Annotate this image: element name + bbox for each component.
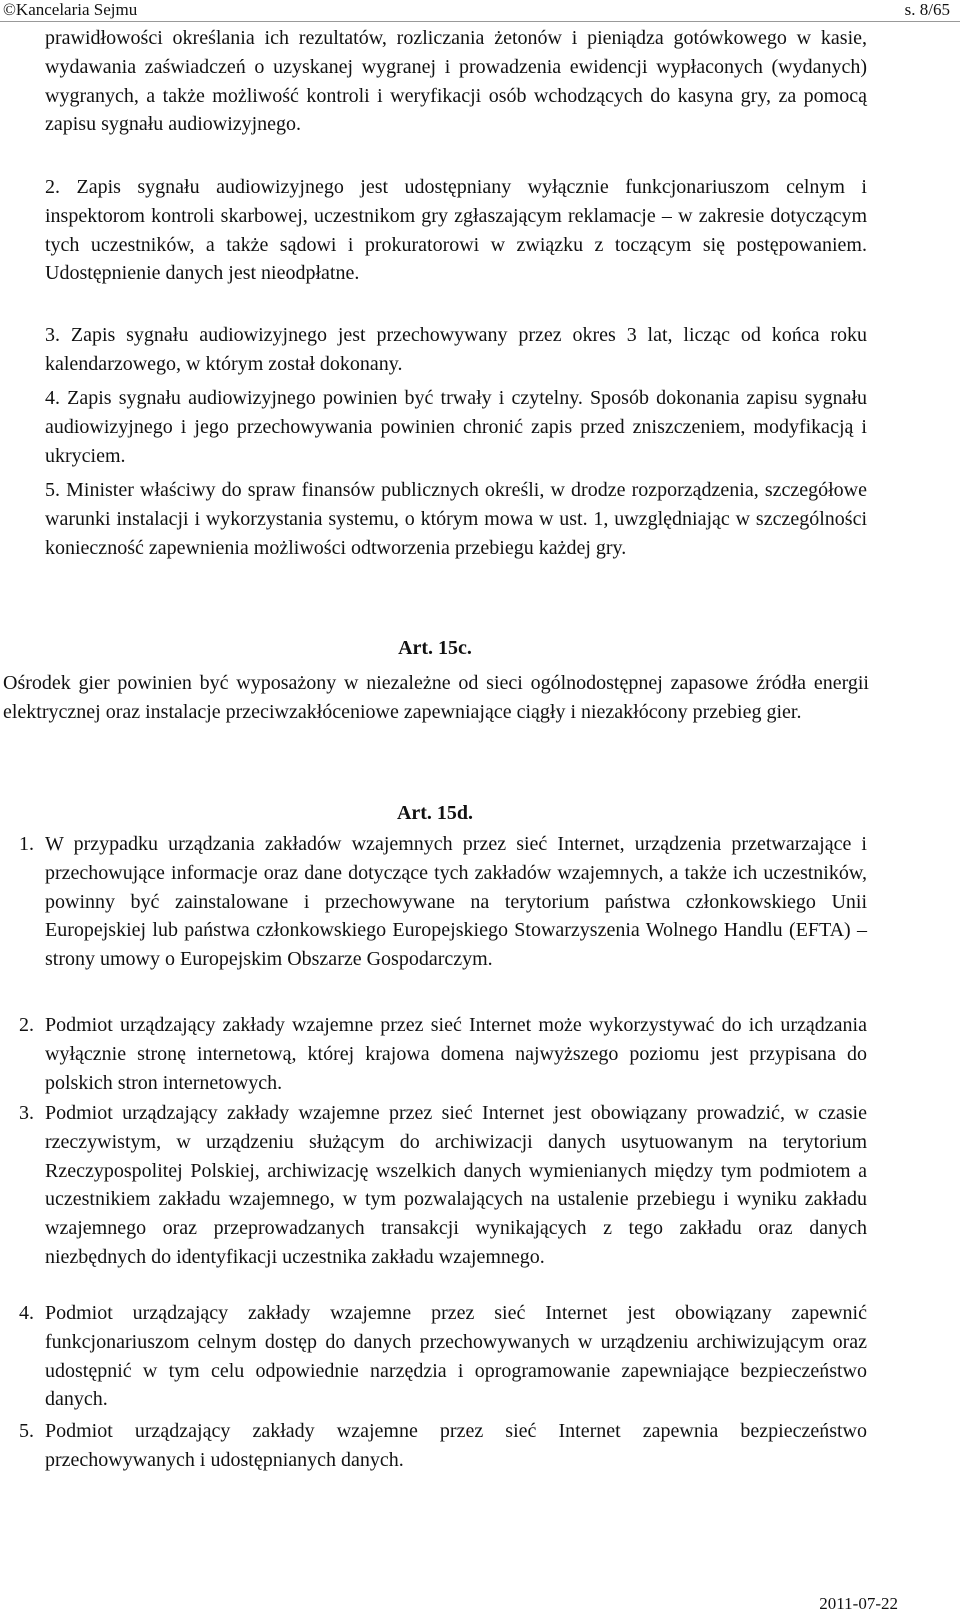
item-text: Podmiot urządzający zakłady wzajemne przez sieć Internet może wykorzystywać do ich urządzania wyłącznie stronę internetową, której krajowa domena najwyższego poziomu jest przypisana do polskich stron internetowych. [45,1014,867,1094]
art-15d-title: Art. 15d. [396,802,474,824]
art-15d-item-3 [19,1099,867,1272]
document-date: 2011-07-22 [819,1594,898,1613]
item-number: 3. [19,1102,34,1124]
art-15d-item-1 [19,830,867,974]
art-15d-item-4 [19,1299,867,1414]
paragraph-5: 5. Minister właściwy do spraw finansów publicznych określi, w drodze rozporządzenia, szczegółowe warunki instalacji i wykorzystania systemu, o którym mowa w ust. 1, uwzględniając w szczególności konieczność zapewnienia możliwości odtworzenia przebiegu każdej gry. [45,479,867,559]
header-divider [0,21,960,22]
paragraph-2: 2. Zapis sygnału audiowizyjnego jest udostępniany wyłącznie funkcjonariuszom celnym i inspektorom kontroli skarbowej, uczestnikom gry zgłaszającym reklamacje – w zakresie dotyczącym tych uczestników, a także sądowi i prokuratorowi w związku z toczącym się postępowaniem. Udostępnienie danych jest nieodpłatne. [45,176,867,285]
item-text: Podmiot urządzający zakłady wzajemne przez sieć Internet jest obowiązany zapewnić funkcjonariuszom celnym dostęp do danych przechowywanych w urządzeniu archiwizującym oraz udostępnić w tym celu odpowiednie narzędzia i oprogramowanie zapewniające bezpieczeństwo danych. [45,1302,867,1411]
art-15d-item-2 [19,1011,867,1097]
item-text: W przypadku urządzania zakładów wzajemnych przez sieć Internet, urządzenia przetwarzające i przechowujące informacje oraz dane dotyczące tych zakładów wzajemnych, a także ich uczestników, powinny być zainstalowane i przechowywane na terytorium państwa członkowskiego Unii Europejskiej lub państwa członkowskiego Europejskiego Stowarzyszenia Wolnego Handlu (EFTA) – strony umowy o Europejskim Obszarze Gospodarczym. [45,833,867,971]
paragraph-4: 4. Zapis sygnału audiowizyjnego powinien być trwały i czytelny. Sposób dokonania zapisu sygnału audiowizyjnego i jego przechowywania powinien chronić zapis przed zniszczeniem, modyfikacją i ukryciem. [45,387,867,467]
page-number: s. 8/65 [904,0,950,19]
art-15c-text: Ośrodek gier powinien być wyposażony w niezależne od sieci ogólnodostępnej zapasowe źródła energii elektrycznej oraz instalacje przeciwzakłóceniowe zapewniające ciągły i niezakłócony przebieg gier. [3,672,869,723]
copyright-notice: ©Kancelaria Sejmu [3,0,138,19]
art-15d-item-5 [19,1417,867,1475]
art-15c-title: Art. 15c. [398,637,472,659]
item-number: 1. [19,833,34,855]
paragraph-3: 3. Zapis sygnału audiowizyjnego jest przechowywany przez okres 3 lat, licząc od końca roku kalendarzowego, w którym został dokonany. [45,324,867,375]
item-text: Podmiot urządzający zakłady wzajemne przez sieć Internet zapewnia bezpieczeństwo przechowywanych i udostępnianych danych. [45,1420,867,1471]
item-text: Podmiot urządzający zakłady wzajemne przez sieć Internet jest obowiązany prowadzić, w czasie rzeczywistym, w urządzeniu służącym do archiwizacji danych usytuowanym na terytorium Rzeczypospolitej Polskiej, archiwizację wszelkich danych wymienianych między tym podmiotem a uczestnikiem zakładu wzajemnego, w tym pozwalających na ustalenie przebiegu i wyniku zakładu wzajemnego oraz przeprowadzanych transakcji wynikających z tego zakładu oraz danych niezbędnych do identyfikacji uczestnika zakładu wzajemnego. [45,1102,867,1268]
item-number: 2. [19,1014,34,1036]
item-number: 4. [19,1302,34,1324]
intro-paragraph: prawidłowości określania ich rezultatów, rozliczania żetonów i pieniądza gotówkowego w kasie, wydawania zaświadczeń o uzyskanej wygranej i prowadzenia ewidencji wypłaconych (wydanych) wygranych, a także możliwość kontroli i weryfikacji osób wchodzących do kasyna gry, za pomocą zapisu sygnału audiowizyjnego. [45,27,867,136]
item-number: 5. [19,1420,34,1442]
